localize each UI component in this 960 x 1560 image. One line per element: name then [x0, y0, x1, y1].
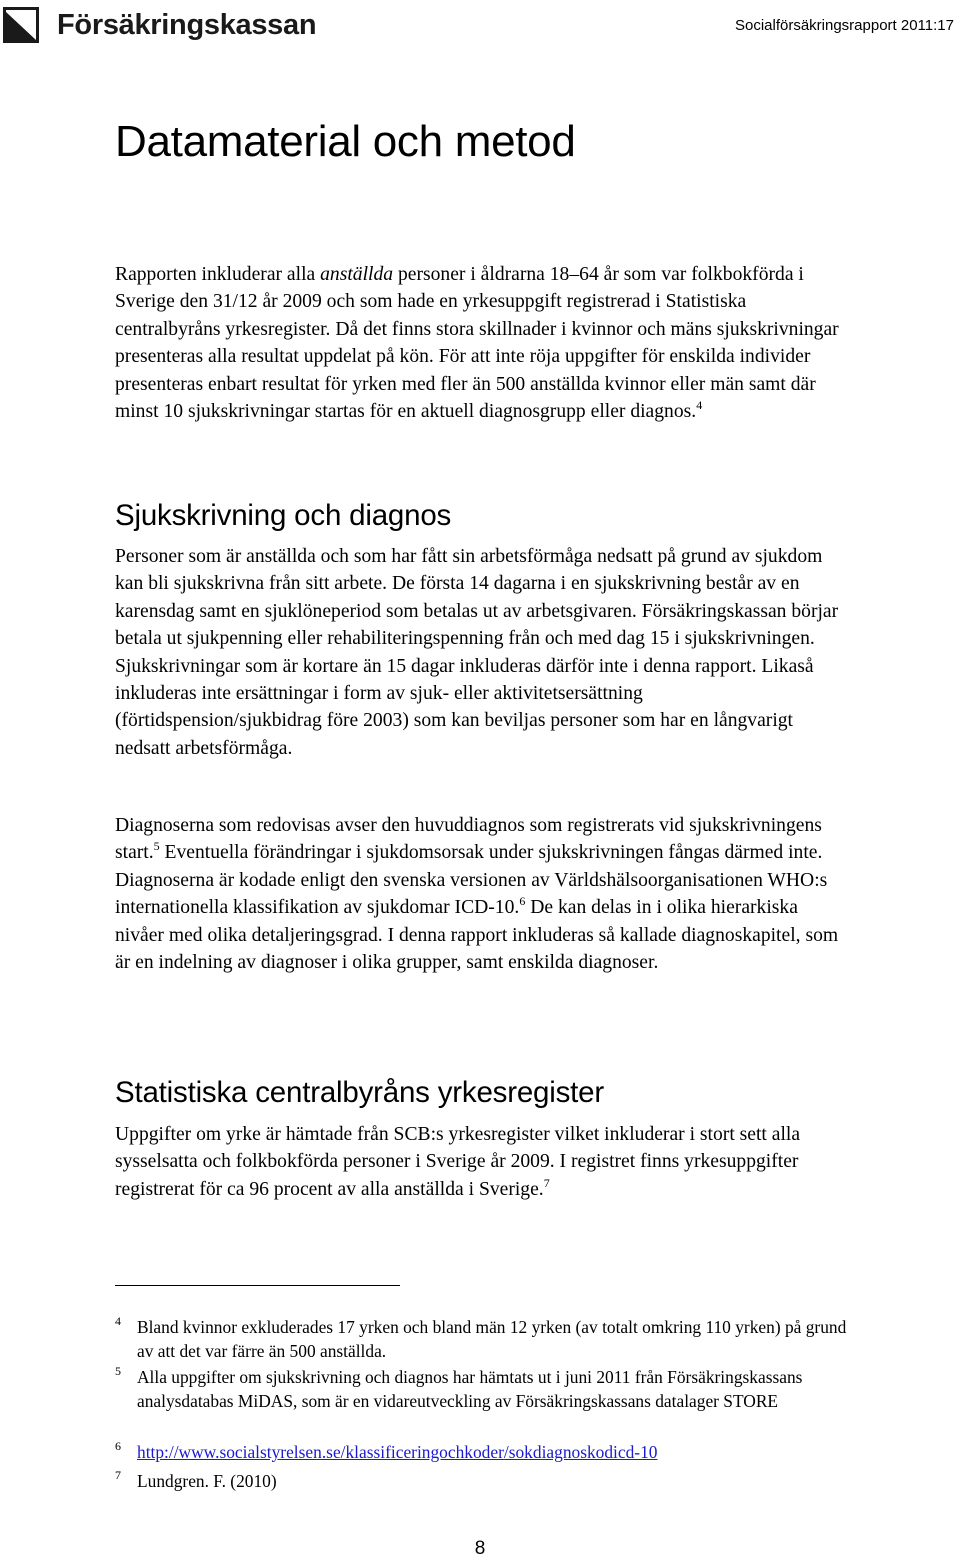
footnote-number: 6 — [115, 1439, 121, 1453]
diagnos-paragraph-2 — [115, 812, 850, 976]
diagnos-text-c: De kan delas in i olika hierarkiska nivåer med olika detaljeringsgrad. I denna rapport inkluderas så kallade diagnoskapitel, som är en indelning av diagnoser i olika grupper, samt enskilda diagnoser. — [115, 897, 839, 974]
footnote-text: Lundgren. F. (2010) — [137, 1471, 277, 1491]
brand-name: Försäkringskassan — [57, 8, 317, 41]
section-heading-diagnos: Sjukskrivning och diagnos — [115, 499, 452, 532]
footnote-number: 4 — [115, 1314, 121, 1328]
footnote-ref-5[interactable]: 5 — [153, 839, 160, 854]
footnote-7 — [115, 1470, 850, 1494]
page-number: 8 — [474, 1538, 486, 1559]
page-title: Datamaterial och metod — [115, 117, 576, 166]
brand-logo — [3, 3, 316, 47]
diagnos-paragraph-1: Personer som är anställda och som har fått sin arbetsförmåga nedsatt på grund av sjukdom kan bli sjukskrivna från sitt arbete. De första 14 dagarna i en sjukskrivning består av en karensdag samt en sjuklöneperiod som betalas ut av arbetsgivaren. Försäkringskassan börjar betala ut sjukpenning eller rehabiliteringspenning från och med dag 15 i sjukskrivningen. Sjukskrivningar som är kortare än 15 dagar inkluderas därför inte i denna rapport. Likaså inkluderas inte ersättningar i form av sjuk- eller aktivitetsersättning (förtidspension/sjukbidrag före 2003) som kan beviljas personer som har en långvarigt nedsatt arbetsförmåga. — [115, 546, 839, 759]
footnote-5 — [115, 1366, 850, 1413]
brand-logo-icon — [3, 7, 39, 43]
footnote-link-socialstyrelsen[interactable]: http://www.socialstyrelsen.se/klassificeringochkoder/sokdiagnoskodicd-10 — [137, 1442, 658, 1462]
footnote-ref-4[interactable]: 4 — [696, 398, 703, 413]
intro-text-b: personer i åldrarna 18–64 år som var folkbokförda i Sverige den 31/12 år 2009 och som hade en yrkesuppgift registrerad i Statistiska centralbyråns yrkesregister. Då det finns stora skillnader i kvinnor och mäns sjukskrivningar presenteras alla resultat uppdelat på kön. För att inte röja uppgifter för enskilda individer presenteras enbart resultat för yrken med fler än 500 anställda kvinnor eller män samt där minst 10 sjukskrivningar startas för en aktuell diagnosgrupp eller diagnos. — [115, 264, 839, 423]
intro-emphasis: anställda — [320, 264, 394, 285]
footnote-ref-7[interactable]: 7 — [543, 1175, 550, 1190]
intro-text-a: Rapporten inkluderar alla — [115, 264, 321, 285]
yrkesregister-text: Uppgifter om yrke är hämtade från SCB:s yrkesregister vilket inkluderar i stort sett alla sysselsatta och folkbokförda personer i Sverige år 2009. I registret finns yrkesuppgifter registrerat för ca 96 procent av alla anställda i Sverige. — [115, 1124, 801, 1200]
footnote-6 — [115, 1441, 850, 1465]
footnote-text: Bland kvinnor exkluderades 17 yrken och bland män 12 yrken (av totalt omkring 110 yrken) på grund av att det var färre än 500 anställda. — [137, 1317, 847, 1361]
footnote-number: 7 — [115, 1468, 121, 1482]
footnote-ref-6[interactable]: 6 — [519, 894, 526, 909]
section-heading-yrkesregister: Statistiska centralbyråns yrkesregister — [115, 1076, 604, 1109]
footnote-divider — [115, 1285, 400, 1286]
footnote-4 — [115, 1316, 850, 1363]
diagnos-text-b: Eventuella förändringar i sjukdomsorsak under sjukskrivningen fångas därmed inte. Diagnoserna är kodade enligt den svenska versionen av Världshälsoorganisationen WHO:s internationella klassifikation av sjukdomar ICD-10. — [115, 842, 828, 919]
footnote-text: Alla uppgifter om sjukskrivning och diagnos har hämtats ut i juni 2011 från Försäkringskassans analysdatabas MiDAS, som är en vidareutveckling av Försäkringskassans datalager STORE — [137, 1367, 803, 1411]
footnote-number: 5 — [115, 1364, 121, 1378]
diagnos-text-a: Diagnoserna som redovisas avser den huvuddiagnos som registrerats vid sjukskrivningens start. — [115, 815, 822, 864]
yrkesregister-paragraph — [115, 1121, 850, 1203]
intro-paragraph — [115, 261, 850, 425]
report-id: Socialförsäkringsrapport 2011:17 — [734, 17, 954, 34]
